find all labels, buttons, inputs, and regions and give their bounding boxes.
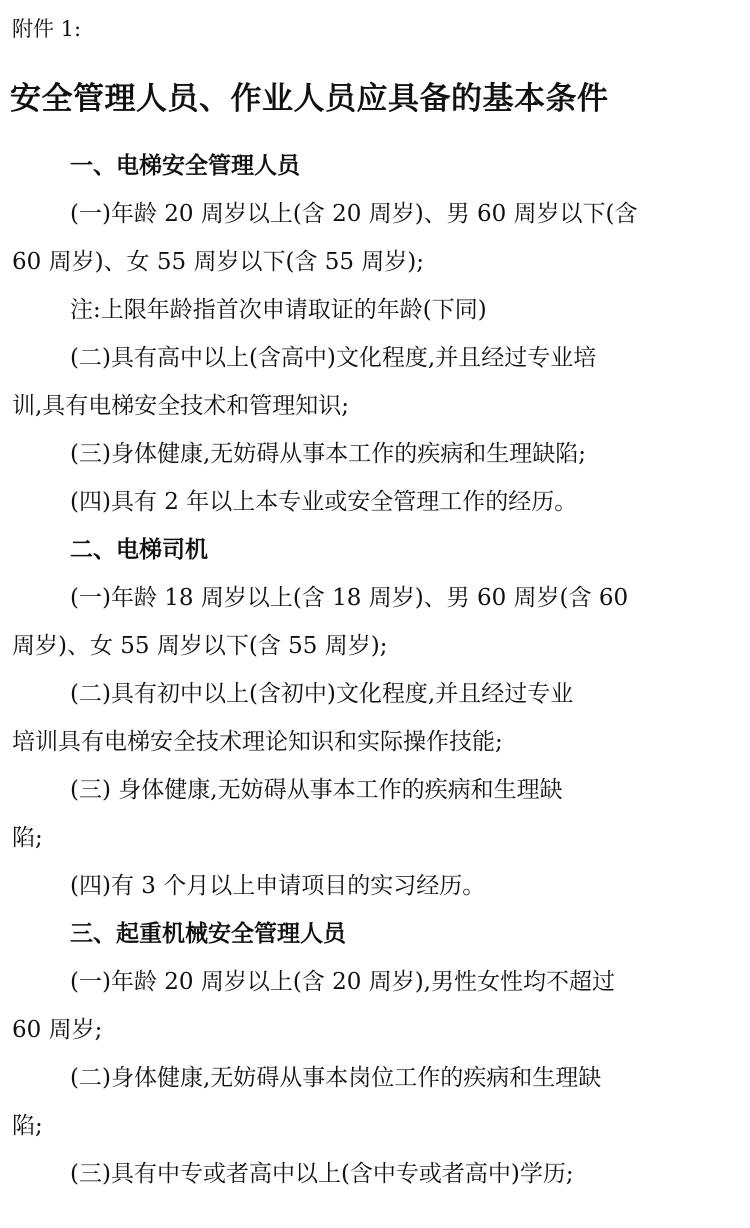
paragraph-continuation-line: 周岁)、女 55 周岁以下(含 55 周岁); xyxy=(12,633,388,659)
paragraph-line: (一)年龄 20 周岁以上(含 20 周岁)、男 60 周岁以下(含 xyxy=(70,201,638,227)
paragraph-continuation-line: 60 周岁)、女 55 周岁以下(含 55 周岁); xyxy=(12,249,425,275)
paragraph-line: (二)身体健康,无妨碍从事本岗位工作的疾病和生理缺 xyxy=(70,1065,602,1091)
document-title: 安全管理人员、作业人员应具备的基本条件 xyxy=(10,81,609,117)
paragraph-continuation-line: 60 周岁; xyxy=(12,1017,103,1043)
paragraph-line: (一)年龄 20 周岁以上(含 20 周岁),男性女性均不超过 xyxy=(70,969,615,995)
document-body xyxy=(12,142,738,1198)
paragraph-line: (三)身体健康,无妨碍从事本工作的疾病和生理缺陷; xyxy=(70,441,587,467)
paragraph-continuation-line: 训,具有电梯安全技术和管理知识; xyxy=(12,393,350,419)
attachment-label: 附件 1: xyxy=(12,17,82,41)
paragraph-continuation-line: 培训具有电梯安全技术理论知识和实际操作技能; xyxy=(12,729,503,755)
paragraph-line: 注:上限年龄指首次申请取证的年龄(下同) xyxy=(70,297,487,323)
paragraph-line: (一)年龄 18 周岁以上(含 18 周岁)、男 60 周岁(含 60 xyxy=(70,585,629,611)
paragraph-continuation-line: 陷; xyxy=(12,825,43,851)
paragraph-line: (二)具有初中以上(含初中)文化程度,并且经过专业 xyxy=(70,681,574,707)
paragraph-line: (三) 身体健康,无妨碍从事本工作的疾病和生理缺 xyxy=(70,777,563,803)
paragraph-line: (三)具有中专或者高中以上(含中专或者高中)学历; xyxy=(70,1161,574,1187)
section-heading: 二、电梯司机 xyxy=(70,537,208,563)
section-heading: 一、电梯安全管理人员 xyxy=(70,153,300,179)
paragraph-line: (四)具有 2 年以上本专业或安全管理工作的经历。 xyxy=(70,489,578,515)
section-heading: 三、起重机械安全管理人员 xyxy=(70,921,346,947)
paragraph-line: (二)具有高中以上(含高中)文化程度,并且经过专业培 xyxy=(70,345,597,371)
paragraph-continuation-line: 陷; xyxy=(12,1113,43,1139)
paragraph-line: (四)有 3 个月以上申请项目的实习经历。 xyxy=(70,873,486,899)
